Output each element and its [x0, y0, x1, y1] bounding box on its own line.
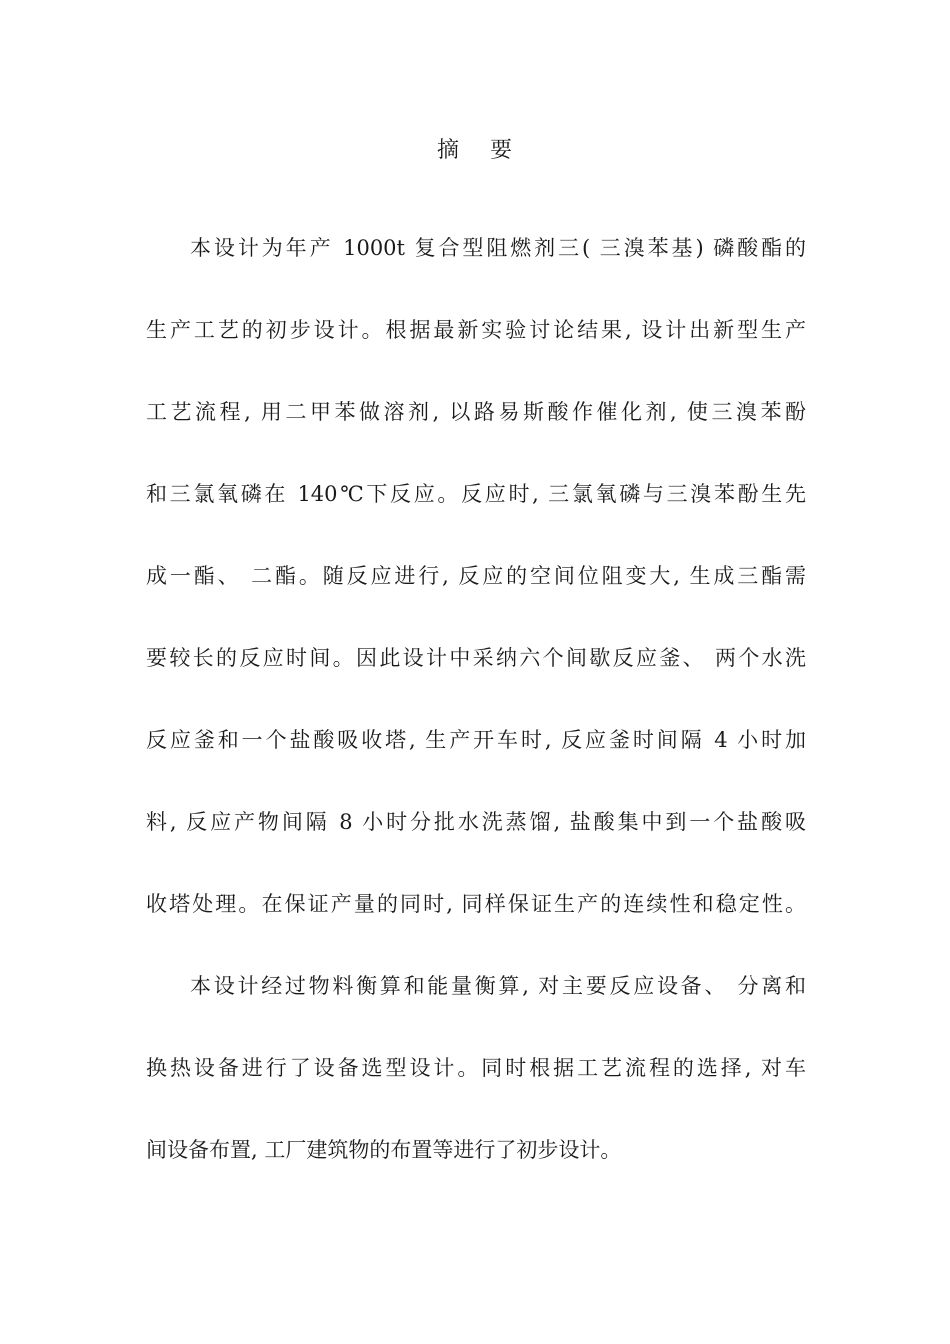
paragraph-2-line-1: 本设计经过物料衡算和能量衡算, 对主要反应设备、 分离和 — [190, 974, 806, 998]
paragraph-2-line-2: 换热设备进行了设备选型设计。同时根据工艺流程的选择, 对车 — [146, 1056, 806, 1080]
abstract-title-char-2: 要 — [490, 138, 514, 163]
paragraph-1-line-3: 工艺流程, 用二甲苯做溶剂, 以路易斯酸作催化剂, 使三溴苯酚 — [146, 400, 806, 424]
paragraph-1-line-6: 要较长的反应时间。因此设计中采纳六个间歇反应釜、 两个水洗 — [146, 646, 806, 670]
paragraph-1-line-8: 料, 反应产物间隔 8 小时分批水洗蒸馏, 盐酸集中到一个盐酸吸 — [146, 810, 806, 834]
paragraph-1-line-5: 成一酯、 二酯。随反应进行, 反应的空间位阻变大, 生成三酯需 — [146, 564, 806, 588]
paragraph-1-line-4: 和三氯氧磷在 140℃下反应。反应时, 三氯氧磷与三溴苯酚生先 — [146, 482, 806, 506]
paragraph-1-line-7: 反应釜和一个盐酸吸收塔, 生产开车时, 反应釜时间隔 4 小时加 — [146, 728, 806, 752]
abstract-title — [0, 134, 950, 168]
paragraph-1-line-2: 生产工艺的初步设计。根据最新实验讨论结果, 设计出新型生产 — [146, 318, 806, 342]
paragraph-1-line-9: 收塔处理。在保证产量的同时, 同样保证生产的连续性和稳定性。 — [146, 892, 806, 916]
paragraph-1-line-1: 本设计为年产 1000t 复合型阻燃剂三( 三溴苯基) 磷酸酯的 — [190, 236, 806, 260]
paragraph-2-line-3: 间设备布置, 工厂建筑物的布置等进行了初步设计。 — [146, 1138, 622, 1162]
abstract-title-char-1: 摘 — [436, 138, 460, 163]
